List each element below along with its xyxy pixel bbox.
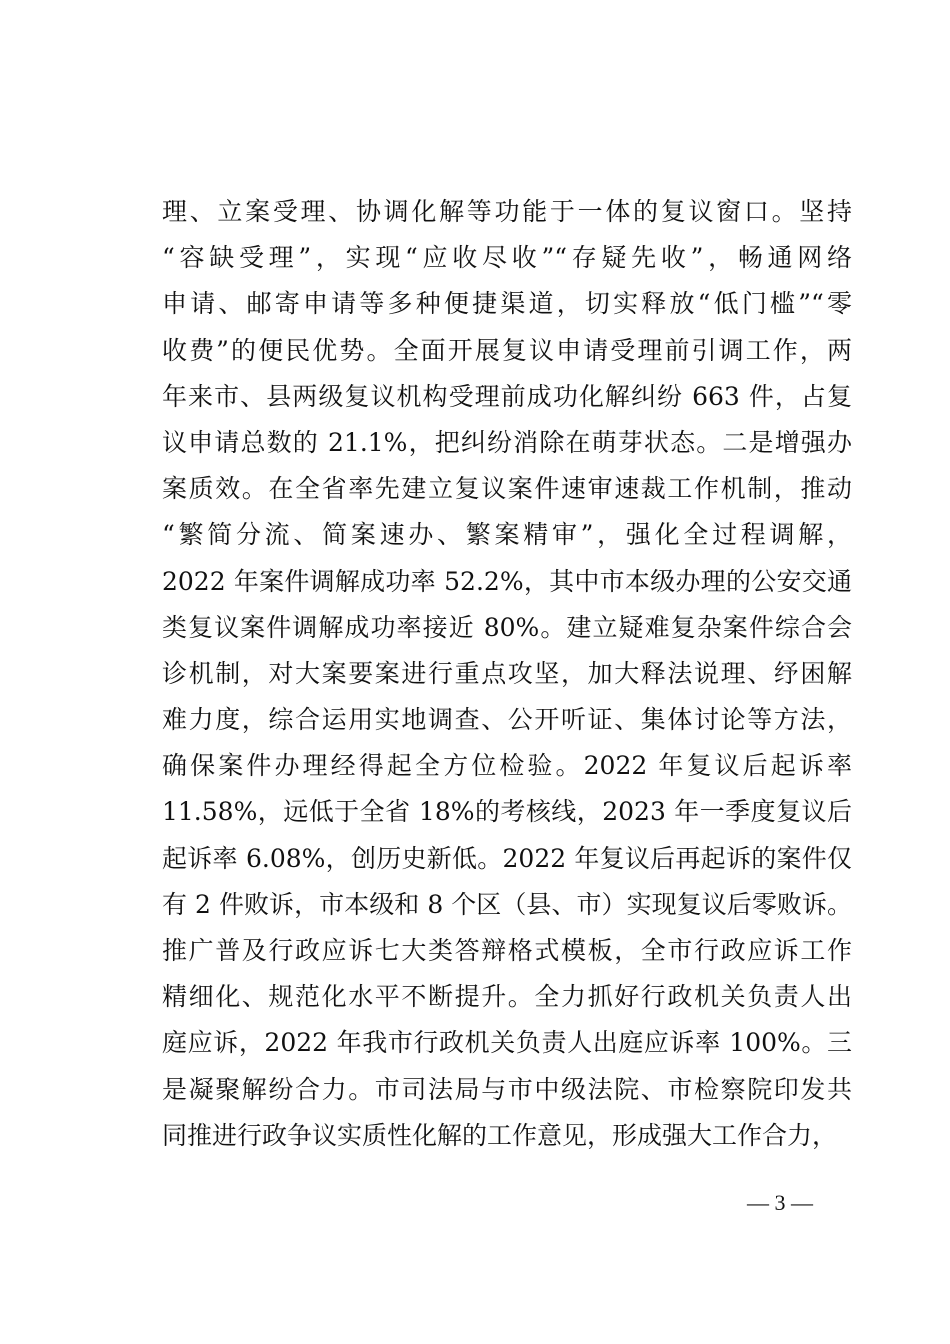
text-line: 类复议案件调解成功率接近 80%。建立疑难复杂案件综合会	[162, 612, 852, 642]
text-line: 议申请总数的 21.1%，把纠纷消除在萌芽状态。二是增强办	[162, 427, 852, 457]
document-body	[162, 189, 852, 1159]
text-line: 诊机制，对大案要案进行重点攻坚，加大释法说理、纾困解	[162, 658, 852, 688]
text-line: 2022 年案件调解成功率 52.2%，其中市本级办理的公安交通	[162, 566, 852, 596]
text-line: 收费”的便民优势。全面开展复议申请受理前引调工作，两	[162, 335, 852, 365]
text-line: “容缺受理”，实现“应收尽收”“存疑先收”，畅通网络	[162, 243, 852, 273]
text-line: 精细化、规范化水平不断提升。全力抓好行政机关负责人出	[162, 982, 852, 1012]
text-line: 案质效。在全省率先建立复议案件速审速裁工作机制，推动	[162, 474, 852, 504]
text-line: 有 2 件败诉，市本级和 8 个区（县、市）实现复议后零败诉。	[162, 889, 852, 919]
text-line: 推广普及行政应诉七大类答辩格式模板，全市行政应诉工作	[162, 936, 852, 965]
text-line: “繁简分流、简案速办、繁案精审”，强化全过程调解，	[162, 520, 852, 550]
text-line: 是凝聚解纷合力。市司法局与市中级法院、市检察院印发共	[162, 1074, 852, 1104]
text-line: 确保案件办理经得起全方位检验。2022 年复议后起诉率	[162, 751, 852, 781]
text-line: 申请、邮寄申请等多种便捷渠道，切实释放“低门槛”“零	[162, 289, 852, 319]
text-line: 11.58%，远低于全省 18%的考核线，2023 年一季度复议后	[162, 797, 852, 827]
page-number: — 3 —	[747, 1190, 813, 1215]
text-line: 难力度，综合运用实地调查、公开听证、集体讨论等方法，	[162, 705, 852, 735]
text-line: 年来市、县两级复议机构受理前成功化解纠纷 663 件，占复	[162, 381, 852, 411]
text-line: 同推进行政争议实质性化解的工作意见，形成强大工作合力，	[162, 1120, 838, 1150]
text-line: 起诉率 6.08%，创历史新低。2022 年复议后再起诉的案件仅	[162, 843, 852, 873]
text-line: 庭应诉，2022 年我市行政机关负责人出庭应诉率 100%。三	[162, 1028, 852, 1058]
text-line: 理、立案受理、协调化解等功能于一体的复议窗口。坚持	[162, 197, 852, 226]
